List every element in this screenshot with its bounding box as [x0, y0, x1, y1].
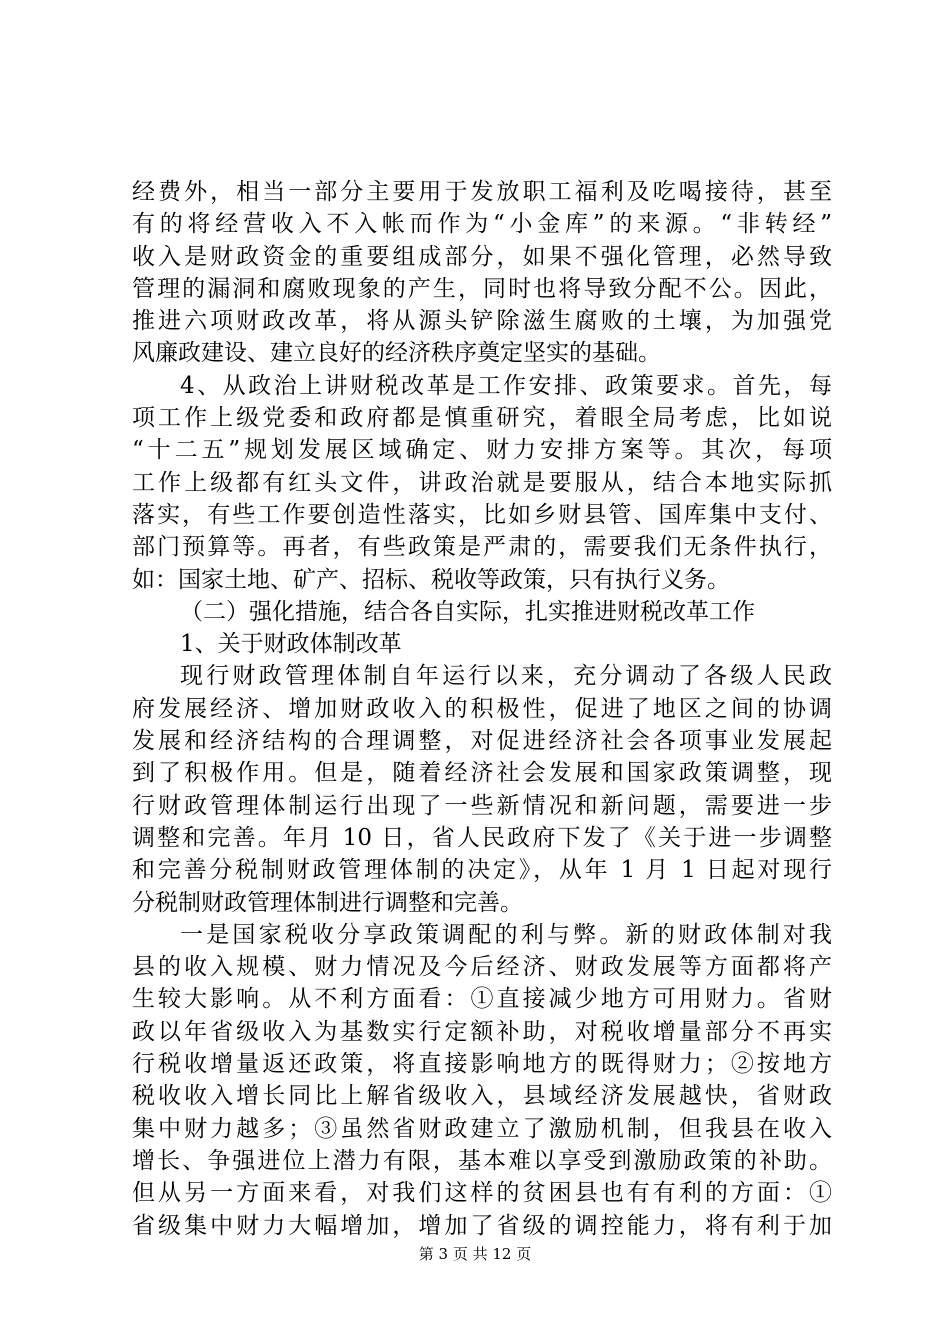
text-line: 集中财力越多；③虽然省财政建立了激励机制，但我县在收入 [132, 1115, 832, 1142]
text-line: 调整和完善。年月 10 日，省人民政府下发了《关于进一步调整 [132, 824, 832, 851]
text-line: 府发展经济、增加财政收入的积极性，促进了地区之间的协调 [132, 695, 832, 722]
text-line: 落实，有些工作要创造性落实，比如乡财县管、国库集中支付、 [132, 501, 832, 528]
text-line: 生较大影响。从不利方面看：①直接减少地方可用财力。省财 [132, 986, 832, 1013]
page-footer: 第 3 页 共 12 页 [418, 1245, 532, 1263]
text-line: 分税制财政管理体制进行调整和完善。 [132, 889, 523, 916]
text-line: 有的将经营收入不入帐而作为“小金库”的来源。“非转经” [132, 211, 832, 238]
text-line: 风廉政建设、建立良好的经济秩序奠定坚实的基础。 [132, 340, 661, 367]
text-line: 税收收入增长同比上解省级收入，县域经济发展越快，省财政 [132, 1083, 832, 1110]
text-line: 经费外，相当一部分主要用于发放职工福利及吃喝接待，甚至 [132, 179, 832, 205]
text-line: 县的收入规模、财力情况及今后经济、财政发展等方面都将产 [132, 954, 832, 981]
text-line: 一是国家税收分享政策调配的利与弊。新的财政体制对我 [180, 921, 832, 948]
text-line: （二）强化措施，结合各自实际，扎实推进财税改革工作 [180, 598, 755, 625]
text-line: 1、关于财政体制改革 [180, 631, 402, 658]
text-line: 部门预算等。再者，有些政策是严肃的，需要我们无条件执行， [132, 534, 832, 561]
text-line: 推进六项财政改革，将从源头铲除滋生腐败的土壤，为加强党 [132, 308, 832, 335]
text-line: 政以年省级收入为基数实行定额补助，对税收增量部分不再实 [132, 1018, 832, 1045]
text-line: 但从另一方面来看，对我们这样的贫困县也有有利的方面：① [132, 1180, 832, 1207]
text-line: 工作上级都有红头文件，讲政治就是要服从，结合本地实际抓 [132, 469, 832, 496]
text-line: 管理的漏洞和腐败现象的产生，同时也将导致分配不公。因此， [132, 275, 832, 302]
text-line: 如：国家土地、矿产、招标、税收等政策，只有执行义务。 [132, 566, 730, 593]
text-line: 收入是财政资金的重要组成部分，如果不强化管理，必然导致 [132, 243, 832, 270]
text-line: “十二五”规划发展区域确定、财力安排方案等。其次，每项 [132, 437, 832, 464]
text-line: 项工作上级党委和政府都是慎重研究，着眼全局考虑，比如说 [132, 405, 832, 432]
text-line: 到了积极作用。但是，随着经济社会发展和国家政策调整，现 [132, 760, 832, 787]
document-body [132, 176, 832, 1242]
text-line: 4、从政治上讲财税改革是工作安排、政策要求。首先，每 [180, 372, 832, 399]
text-line: 省级集中财力大幅增加，增加了省级的调控能力，将有利于加 [132, 1212, 832, 1239]
text-line: 发展和经济结构的合理调整，对促进经济社会各项事业发展起 [132, 728, 832, 755]
text-line: 和完善分税制财政管理体制的决定》，从年 1 月 1 日起对现行 [132, 857, 832, 884]
text-line: 行财政管理体制运行出现了一些新情况和新问题，需要进一步 [132, 792, 832, 819]
text-line: 增长、争强进位上潜力有限，基本难以享受到激励政策的补助。 [132, 1147, 832, 1174]
text-line: 现行财政管理体制自年运行以来，充分调动了各级人民政 [180, 663, 832, 690]
text-line: 行税收增量返还政策，将直接影响地方的既得财力；②按地方 [132, 1051, 832, 1078]
